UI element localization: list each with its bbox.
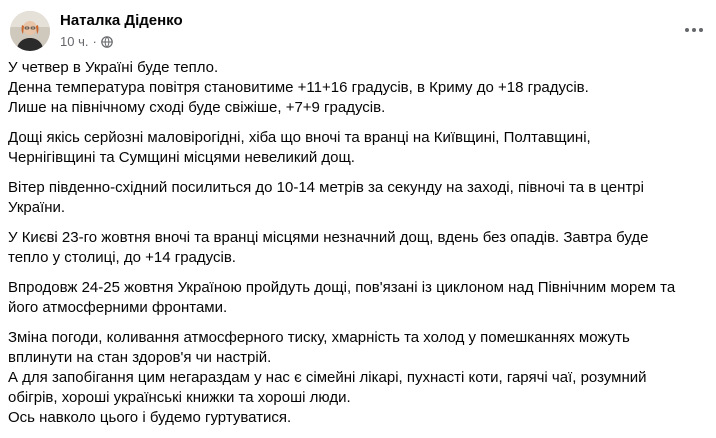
text-line: У Києві 23-го жовтня вночі та вранці місцями незначний дощ, вдень без опадів. Завтра буде [8, 229, 649, 246]
more-dots-icon [684, 27, 704, 33]
text-line: У четвер в Україні буде тепло. [8, 59, 219, 76]
paragraph [8, 178, 708, 218]
text-line: тепло у столиці, до +14 градусів. [8, 249, 236, 266]
globe-icon[interactable] [101, 36, 113, 48]
text-line: Вітер південно-східний посилиться до 10-14 метрів за секунду на заході, півночі та в центрі [8, 179, 644, 196]
text-line: Зміна погоди, коливання атмосферного тиску, хмарність та холод у помешканнях можуть [8, 329, 630, 346]
text-line: обігрів, хороші українські книжки та хороші люди. [8, 389, 351, 406]
more-options-button[interactable] [682, 18, 706, 42]
text-line: Ось навколо цього і будемо гуртуватися. [8, 409, 292, 426]
avatar-photo-icon [10, 11, 50, 51]
paragraph [8, 328, 708, 428]
paragraph [8, 228, 708, 268]
timestamp[interactable]: 10 ч. [60, 34, 89, 49]
text-line: вплинути на стан здоров'я чи настрій. [8, 349, 272, 366]
paragraph [8, 58, 708, 118]
post-meta [60, 34, 113, 49]
author-name[interactable]: Наталка Діденко [60, 12, 183, 29]
text-line: його атмосферними фронтами. [8, 299, 228, 316]
text-line: Лише на північному сході буде свіжіше, +7+9 градусів. [8, 99, 386, 116]
text-line: А для запобігання цим негараздам у нас є сімейні лікарі, пухнасті коти, гарячі чаї, розумний [8, 369, 647, 386]
post-text [8, 58, 708, 438]
meta-separator: · [92, 34, 97, 49]
text-line: Впродовж 24-25 жовтня Україною пройдуть дощі, пов'язані із циклоном над Північним морем та [8, 279, 676, 296]
text-line: Чернігівщині та Сумщині місцями невеликий дощ. [8, 149, 355, 166]
paragraph [8, 278, 708, 318]
paragraph [8, 128, 708, 168]
post-header [8, 8, 708, 58]
text-line: Дощі якісь серйозні маловірогідні, хіба що вночі та вранці на Київщині, Полтавщині, [8, 129, 591, 146]
avatar[interactable] [10, 11, 50, 51]
text-line: Денна температура повітря становитиме +11+16 градусів, в Криму до +18 градусів. [8, 79, 589, 96]
text-line: України. [8, 199, 66, 216]
